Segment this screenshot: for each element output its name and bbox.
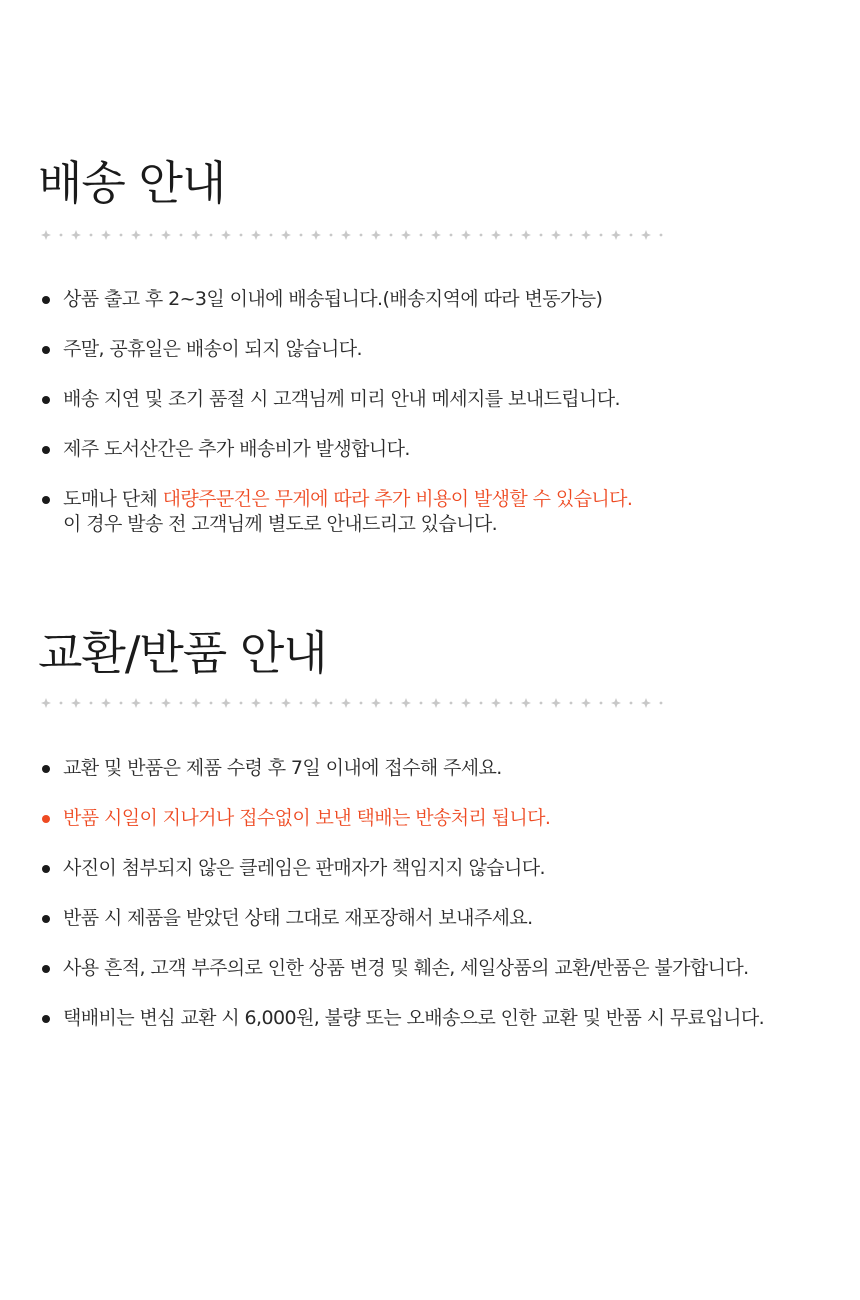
- list-item-text: 교환 및 반품은 제품 수령 후 7일 이내에 접수해 주세요.: [63, 757, 502, 779]
- divider-star: [101, 698, 111, 708]
- divider-star: [41, 230, 51, 240]
- divider-star: [221, 230, 231, 240]
- divider-dot: [60, 234, 63, 237]
- divider-dot: [420, 702, 423, 705]
- divider-dot: [660, 702, 663, 705]
- divider-star: [71, 230, 81, 240]
- divider-dot: [660, 234, 663, 237]
- divider-star: [191, 698, 201, 708]
- bulk-highlight: 대량주문건은 무게에 따라 추가 비용이 발생할 수 있습니다.: [162, 488, 633, 510]
- divider-dot: [240, 702, 243, 705]
- list-item-text: [63, 487, 632, 537]
- bullet-icon: [42, 965, 50, 973]
- divider-pattern: [40, 229, 670, 241]
- divider-dot: [390, 702, 393, 705]
- divider-dot: [330, 702, 333, 705]
- divider-dot: [330, 234, 333, 237]
- divider-dot: [630, 234, 633, 237]
- divider-dot: [360, 234, 363, 237]
- divider-star: [461, 698, 471, 708]
- divider-star: [401, 698, 411, 708]
- divider-dot: [480, 234, 483, 237]
- divider-star: [311, 230, 321, 240]
- divider-dot: [150, 234, 153, 237]
- divider-star: [521, 698, 531, 708]
- bullet-icon: [42, 865, 50, 873]
- exchange-title: 교환/반품 안내: [38, 626, 327, 680]
- divider-dot: [540, 702, 543, 705]
- divider-star: [551, 230, 561, 240]
- divider-dot: [600, 234, 603, 237]
- divider-star: [341, 698, 351, 708]
- divider-star: [71, 698, 81, 708]
- shipping-title: 배송 안내: [38, 156, 226, 210]
- divider-star: [101, 230, 111, 240]
- divider-star: [611, 230, 621, 240]
- divider-star: [131, 698, 141, 708]
- divider-dot: [210, 702, 213, 705]
- list-item-text: 사진이 첨부되지 않은 클레임은 판매자가 책임지지 않습니다.: [63, 857, 545, 879]
- divider-dot: [480, 702, 483, 705]
- divider-star: [491, 230, 501, 240]
- list-item-text: 반품 시 제품을 받았던 상태 그대로 재포장해서 보내주세요.: [63, 907, 533, 929]
- divider-star: [161, 230, 171, 240]
- divider-dot: [420, 234, 423, 237]
- bullet-icon: [42, 765, 50, 773]
- divider-dot: [90, 234, 93, 237]
- divider-star: [551, 698, 561, 708]
- divider-dot: [630, 702, 633, 705]
- list-item-text: 주말, 공휴일은 배송이 되지 않습니다.: [63, 338, 362, 360]
- divider-star: [41, 698, 51, 708]
- divider-star: [191, 230, 201, 240]
- divider-dot: [90, 702, 93, 705]
- shipping-divider: [40, 229, 670, 241]
- bullet-icon: [42, 496, 50, 504]
- divider-star: [371, 698, 381, 708]
- divider-pattern: [40, 697, 670, 709]
- divider-star: [431, 230, 441, 240]
- list-item-text: 배송 지연 및 조기 품절 시 고객님께 미리 안내 메세지를 보내드립니다.: [63, 388, 620, 410]
- divider-dot: [210, 234, 213, 237]
- divider-dot: [450, 702, 453, 705]
- divider-star: [401, 230, 411, 240]
- divider-dot: [540, 234, 543, 237]
- divider-star: [641, 698, 651, 708]
- divider-star: [581, 698, 591, 708]
- divider-star: [221, 698, 231, 708]
- divider-dot: [510, 702, 513, 705]
- divider-dot: [180, 702, 183, 705]
- divider-dot: [570, 702, 573, 705]
- bulk-prefix: 도매나 단체: [63, 488, 163, 510]
- bullet-icon: [42, 815, 50, 823]
- list-item-text: 반품 시일이 지나거나 접수없이 보낸 택배는 반송처리 됩니다.: [63, 807, 551, 829]
- divider-star: [371, 230, 381, 240]
- divider-dot: [450, 234, 453, 237]
- divider-dot: [390, 234, 393, 237]
- bulk-second-line: 이 경우 발송 전 고객님께 별도로 안내드리고 있습니다.: [63, 513, 498, 535]
- exchange-divider: [40, 697, 670, 709]
- divider-star: [641, 230, 651, 240]
- list-item-text: 사용 흔적, 고객 부주의로 인한 상품 변경 및 훼손, 세일상품의 교환/반품은 불가합니다.: [63, 957, 749, 979]
- bullet-icon: [42, 396, 50, 404]
- divider-dot: [570, 234, 573, 237]
- divider-dot: [270, 702, 273, 705]
- divider-star: [281, 230, 291, 240]
- divider-star: [251, 698, 261, 708]
- divider-dot: [600, 702, 603, 705]
- divider-star: [341, 230, 351, 240]
- divider-dot: [300, 234, 303, 237]
- divider-dot: [240, 234, 243, 237]
- divider-star: [431, 698, 441, 708]
- divider-star: [161, 698, 171, 708]
- divider-dot: [360, 702, 363, 705]
- divider-dot: [270, 234, 273, 237]
- divider-star: [281, 698, 291, 708]
- divider-dot: [510, 234, 513, 237]
- divider-star: [461, 230, 471, 240]
- list-item-text: 택배비는 변심 교환 시 6,000원, 불량 또는 오배송으로 인한 교환 및 반품 시 무료입니다.: [63, 1007, 765, 1029]
- bullet-icon: [42, 346, 50, 354]
- divider-star: [581, 230, 591, 240]
- divider-dot: [180, 234, 183, 237]
- divider-dot: [60, 702, 63, 705]
- divider-star: [131, 230, 141, 240]
- divider-dot: [120, 702, 123, 705]
- bullet-icon: [42, 1015, 50, 1023]
- divider-star: [521, 230, 531, 240]
- divider-dot: [300, 702, 303, 705]
- bullet-icon: [42, 915, 50, 923]
- bullet-icon: [42, 446, 50, 454]
- divider-dot: [150, 702, 153, 705]
- divider-star: [491, 698, 501, 708]
- list-item-text: 상품 출고 후 2~3일 이내에 배송됩니다.(배송지역에 따라 변동가능): [63, 288, 603, 310]
- divider-star: [251, 230, 261, 240]
- list-item-text: 제주 도서산간은 추가 배송비가 발생합니다.: [63, 438, 410, 460]
- bullet-icon: [42, 296, 50, 304]
- divider-star: [611, 698, 621, 708]
- divider-star: [311, 698, 321, 708]
- divider-dot: [120, 234, 123, 237]
